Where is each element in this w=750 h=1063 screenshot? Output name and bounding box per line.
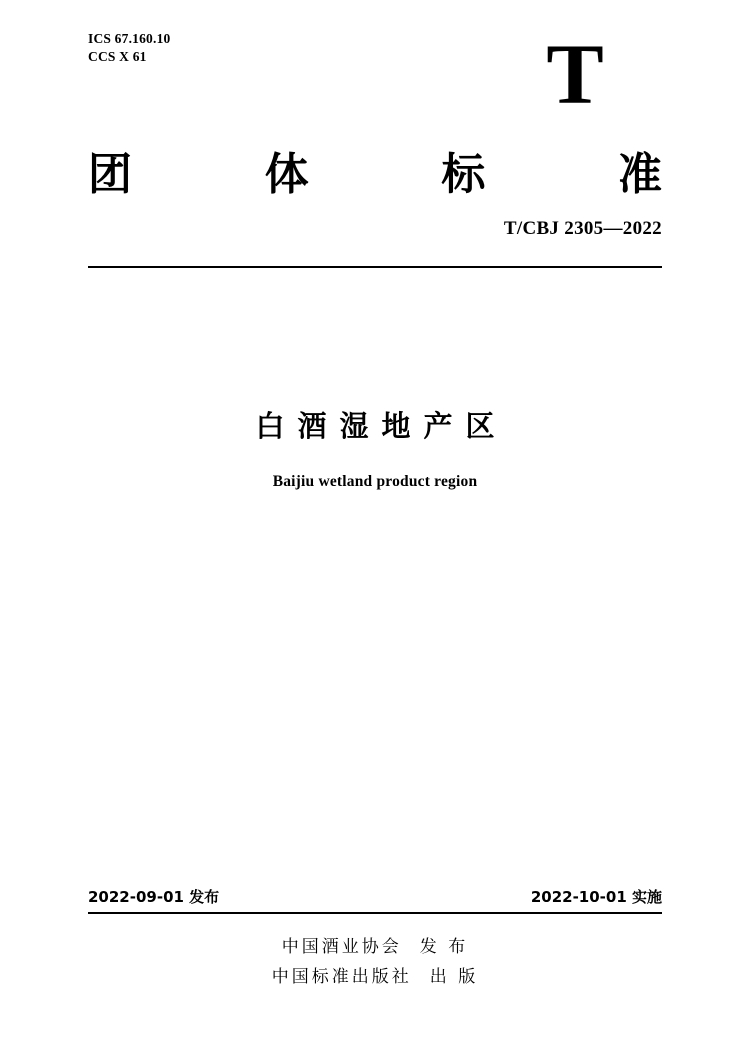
ccs-code: CCS X 61 — [88, 49, 147, 65]
publisher-org: 中国酒业协会 — [281, 937, 402, 957]
header-divider — [88, 266, 662, 268]
standard-number: T/CBJ 2305—2022 — [503, 218, 662, 239]
document-title-chinese: 白酒湿地产区 — [255, 409, 508, 443]
banner-char-1: 团 — [88, 149, 132, 200]
classification-codes — [88, 30, 171, 66]
publisher-line — [0, 932, 750, 962]
ics-code: ICS 67.160.10 — [88, 31, 171, 46]
logo-letter-t: T — [546, 26, 604, 122]
banner-char-4: 准 — [617, 149, 662, 200]
publisher-action: 发 布 — [419, 937, 469, 957]
press-line — [0, 962, 750, 992]
implementation-date: 2022-10-01 实施 — [530, 888, 662, 906]
banner-group-standard — [88, 138, 662, 202]
issue-date: 2022-09-01 发布 — [88, 888, 220, 906]
banner-char-3: 标 — [441, 149, 486, 200]
footer-divider — [88, 912, 662, 914]
press-action: 出 版 — [429, 967, 479, 987]
banner-char-2: 体 — [264, 149, 309, 200]
association-logo — [535, 28, 615, 120]
document-title-english: Baijiu wetland product region — [272, 473, 478, 490]
press-org: 中国标准出版社 — [271, 967, 412, 987]
publisher-block — [0, 932, 750, 992]
